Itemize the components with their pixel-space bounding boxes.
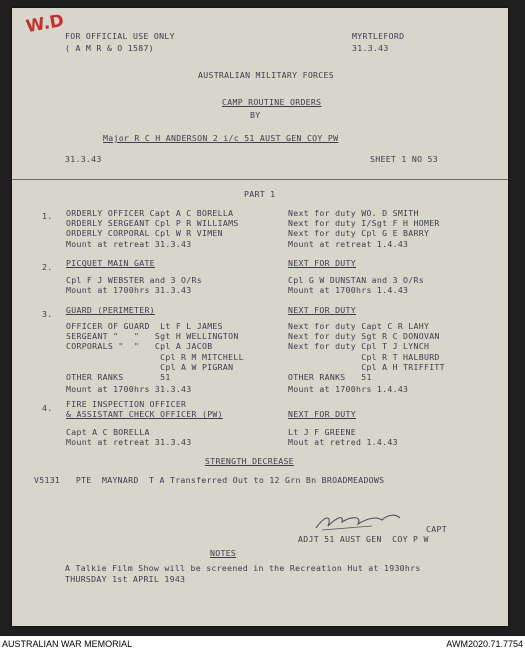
section-4-line: Mount at retreat 31.3.43 — [66, 437, 192, 447]
section-1-next: Next for duty Cpl G E BARRY — [288, 228, 430, 238]
section-1-line: ORDERLY OFFICER Capt A C BORELLA — [66, 208, 234, 218]
sheet-number: SHEET 1 NO 53 — [370, 154, 438, 164]
issuing-officer: Major R C H ANDERSON 2 i/c 51 AUST GEN COY PW — [103, 133, 339, 143]
section-3-line: Mount at 1700hrs 31.3.43 — [66, 384, 192, 394]
notes-line: A Talkie Film Show will be screened in the Recreation Hut at 1930hrs — [65, 563, 421, 573]
section-3-number: 3. — [42, 309, 53, 319]
section-4-number: 4. — [42, 403, 53, 413]
archive-name: AUSTRALIAN WAR MEMORIAL — [2, 639, 133, 649]
section-3-line: Cpl A W PIGRAN — [66, 362, 234, 372]
section-2-next-heading: NEXT FOR DUTY — [288, 258, 356, 268]
section-2-heading: PICQUET MAIN GATE — [66, 258, 155, 268]
document-subtitle: CAMP ROUTINE ORDERS — [222, 97, 322, 107]
order-date: 31.3.43 — [65, 154, 102, 164]
by-label: BY — [250, 110, 261, 120]
section-3-line: Cpl R M MITCHELL — [66, 352, 244, 362]
strength-decrease-heading: STRENGTH DECREASE — [205, 456, 294, 466]
section-3-next: Cpl A H TRIFFITT — [288, 362, 445, 372]
section-3-next-heading: NEXT FOR DUTY — [288, 305, 356, 315]
section-3-next: Mount at 1700hrs 1.4.43 — [288, 384, 409, 394]
section-1-line: Mount at retreat 31.3.43 — [66, 239, 192, 249]
handwritten-marginalia: W.D — [24, 10, 66, 38]
section-2-number: 2. — [42, 262, 53, 272]
signatory-rank: CAPT — [426, 524, 447, 534]
header-date: 31.3.43 — [352, 43, 389, 53]
document-title: AUSTRALIAN MILITARY FORCES — [198, 70, 334, 80]
official-use-label: FOR OFFICIAL USE ONLY — [65, 31, 175, 41]
archive-reference: AWM2020.71.7754 — [446, 639, 523, 649]
section-3-next: Next for duty Sgt R C DONOVAN — [288, 331, 440, 341]
section-2-next: Cpl G W DUNSTAN and 3 O/Rs — [288, 275, 424, 285]
section-4-next-heading: NEXT FOR DUTY — [288, 409, 356, 419]
strength-decrease-entry: V5131 PTE MAYNARD T A Transferred Out to 12 Grn Bn BROADMEADOWS — [34, 475, 385, 485]
part-heading: PART 1 — [244, 189, 276, 199]
section-3-line: OFFICER OF GUARD Lt F L JAMES — [66, 321, 223, 331]
section-4-next: Mout at retred 1.4.43 — [288, 437, 398, 447]
section-1-next: Next for duty WO. D SMITH — [288, 208, 419, 218]
section-1-next: Next for duty I/Sgt F H HOMER — [288, 218, 440, 228]
section-1-next: Mount at retreat 1.4.43 — [288, 239, 409, 249]
section-2-next: Mount at 1700hrs 1.4.43 — [288, 285, 409, 295]
section-4-next: Lt J F GREENE — [288, 427, 356, 437]
section-3-next: Next for duty Cpl T J LYNCH — [288, 341, 430, 351]
section-4-line: Capt A C BORELLA — [66, 427, 150, 437]
archive-footer — [0, 636, 525, 653]
section-3-line: SERGEANT " " Sgt H WELLINGTON — [66, 331, 239, 341]
section-4-heading: FIRE INSPECTION OFFICER — [66, 399, 187, 409]
section-3-next: OTHER RANKS 51 — [288, 372, 372, 382]
section-3-line: OTHER RANKS 51 — [66, 372, 171, 382]
section-1-number: 1. — [42, 211, 53, 221]
section-3-line: CORPORALS " " Cpl A JACOB — [66, 341, 213, 351]
section-1-line: ORDERLY SERGEANT Cpl P R WILLIAMS — [66, 218, 239, 228]
section-3-heading: GUARD (PERIMETER) — [66, 305, 155, 315]
section-2-line: Cpl F J WEBSTER and 3 O/Rs — [66, 275, 202, 285]
section-3-next: Next for duty Capt C R LAHY — [288, 321, 430, 331]
document-sheet — [12, 8, 508, 626]
section-2-line: Mount at 1700hrs 31.3.43 — [66, 285, 192, 295]
section-4-heading-2: & ASSISTANT CHECK OFFICER (PW) — [66, 409, 223, 419]
section-1-line: ORDERLY CORPORAL Cpl W R VIMEN — [66, 228, 223, 238]
location: MYRTLEFORD — [352, 31, 405, 41]
signatory-role: ADJT 51 AUST GEN COY P W — [298, 534, 429, 544]
reference-number: ( A M R & O 1587) — [65, 43, 154, 53]
divider-rule — [12, 179, 508, 180]
notes-line: THURSDAY 1st APRIL 1943 — [65, 574, 186, 584]
notes-heading: NOTES — [210, 548, 237, 558]
section-3-next: Cpl R T HALBURD — [288, 352, 440, 362]
